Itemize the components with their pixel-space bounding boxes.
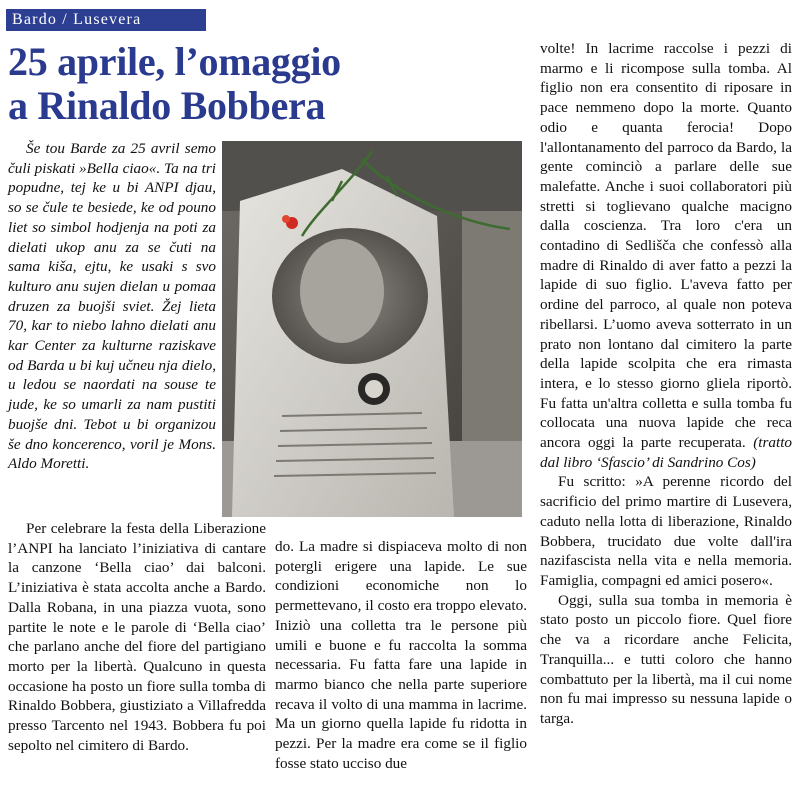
- intro-slovene-column: [8, 139, 216, 474]
- body-paragraph-right-3: Oggi, sulla sua tomba in memoria è stato posto un piccolo fiore. Quel fiore che va a ricordare anche Felicita, Tranquilla... e tutti coloro che hanno combattuto per la libertà, ma il cui nome non fu mai impresso su nessuna lapide o targa.: [540, 591, 792, 727]
- body-paragraph-left: Per celebrare la festa della Liberazione l’ANPI ha lanciato l’iniziativa di cantare la canzone ‘Bella ciao’ dai balconi. L’iniziativa è stata accolta anche a Bardo. Dalla Robana, in una piazza vuota, sono partite le note e le parole di ‘Bella ciao’ che parlano anche del fiore del partigiano morto per la libertà. Qualcuno in questa occasione ha posto un fiore sulla tomba di Rinaldo Bobbera, giustiziato a Villafredda presso Tarcento nel 1943. Bobbera fu poi sepolto nel cimitero di Bardo.: [8, 520, 266, 754]
- body-column-right: [540, 39, 792, 729]
- source-note: (tratto dal libro ‘Sfascio’ di Sandrino Cos): [540, 434, 793, 471]
- headline-line-2: a Rinaldo Bobbera: [8, 83, 326, 128]
- headline: [8, 40, 528, 128]
- body-paragraph-middle: do. La madre si dispiaceva molto di non potergli erigere una lapide. Le sue condizioni economiche non lo permettevano, il costo era troppo elevato. Iniziò una colletta tra le persone più umili e buone e fu raccolta la somma necessaria. Fu fatta fare una lapide in marmo bianco che nella parte superiore recava il volto di una mamma in lacrime. Ma un giorno quella lapide fu ridotta in pezzi. Per la madre era come se il figlio fosse stato ucciso due: [275, 538, 527, 772]
- body-paragraph-right-1: [540, 39, 792, 472]
- headline-line-1: 25 aprile, l’omaggio: [8, 39, 341, 84]
- section-kicker: Bardo / Lusevera: [6, 9, 206, 31]
- body-column-middle: [275, 537, 527, 773]
- body-right-text: volte! In lacrime raccolse i pezzi di marmo e li ricompose sulla tomba. Al figlio non era consentito di riposare in pace nemmeno dopo la morte. Quanto odio e quanta ferocia! Dopo l'allontanamento del parroco da Bardo, la gente cominciò a parlare delle sue malefatte. Anche i suoi collaboratori più stretti si toglievano qualche macigno dalla coscienza. Tra loro c'era un contadino di Sedliščа che confessò alla madre di Rinaldo di aver fatto a pezzi la lapide di suo figlio. L'aveva fatto per ordine del parroco, al quale non poteva ribellarsi. L’uomo aveva sotterrato in un prato non lontano dal cimitero la parte della lapide scolpita che era rimasta intera, e lo stesso giorno gliela riportò. Fu fatta un'altra colletta e sulla tomba fu collocata una nuova lapide che reca ancora oggi la parte recuperata.: [540, 40, 792, 452]
- tombstone-photo: [222, 141, 522, 517]
- body-column-left: [8, 519, 266, 755]
- body-paragraph-right-2: Fu scritto: »A perenne ricordo del sacrificio del primo martire di Lusevera, caduto nella lotta di liberazione, Rinaldo Bobbera, trucidato due volte dall'ira nazifascista nella vita e nella memoria. Famiglia, compagni ed amici posero«.: [540, 473, 792, 589]
- intro-paragraph: Še tou Barde za 25 avril semo čuli piskati »Bella ciao«. Ta na tri popudne, tej ke u bi ANPI djau, so se čule te besiede, ke od pouno liet so simbol hodjenja na poti za dielati ukop anu za se čuti na sama kiša, ejtu, ke usaki s svo kulturo anu sujen dielan u pomaa druzen za buojši sviet. Žej lieta 70, kar to niebo lahno dielati anu kar Center za kulturne raziskave od Barda u bi kuj učneu nja dielo, u ledou se naordati na souse te jude, ke so umarli za nam pustiti buojše dni. Tebot u bi organizou še dno koncerenco, voril je Mons. Aldo Moretti.: [8, 140, 216, 473]
